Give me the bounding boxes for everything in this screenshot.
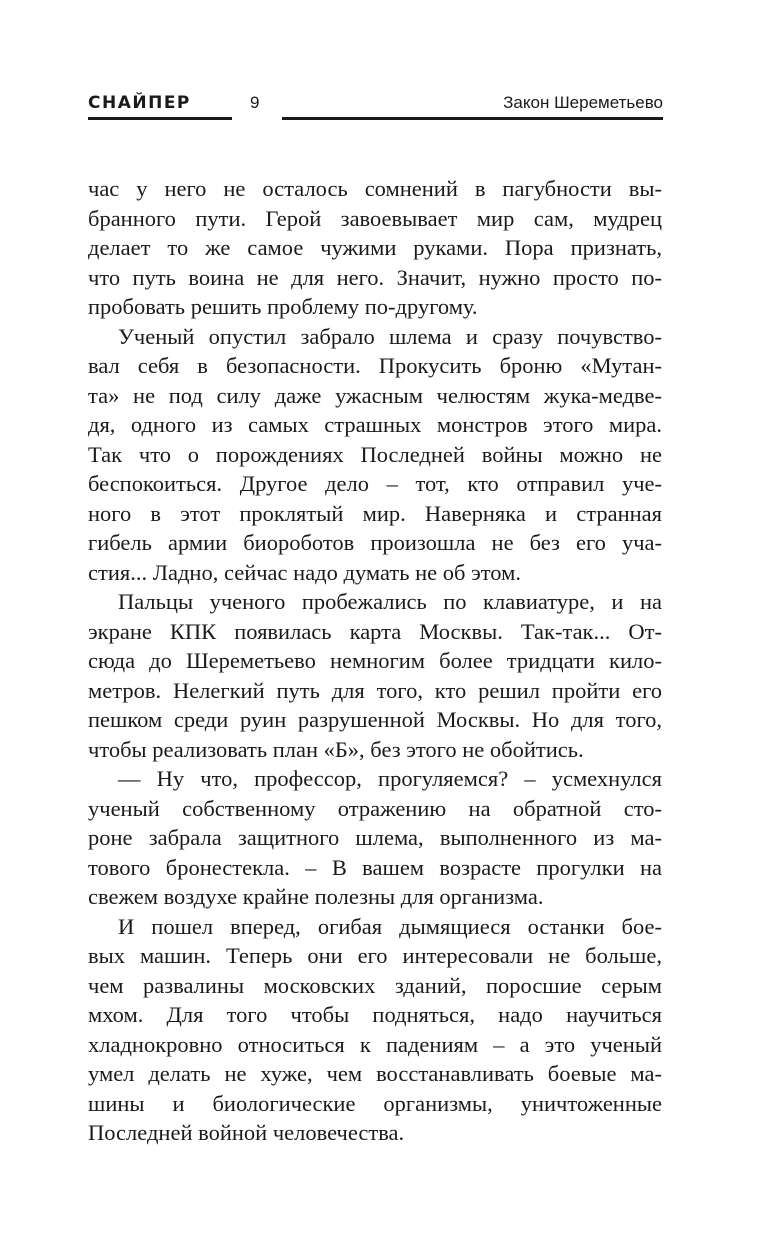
text-line: что путь воина не для него. Значит, нужно просто по- — [88, 264, 662, 290]
text-line: Так что о порождениях Последней войны можно не — [88, 441, 662, 467]
text-line: бранного пути. Герой завоевывает мир сам, мудрец — [88, 205, 662, 231]
text-line: шины и биологические организмы, уничтоженные — [88, 1090, 662, 1116]
text-line: метров. Нелегкий путь для того, кто решил пройти его — [88, 677, 662, 703]
series-name: СНАЙПЕР — [88, 93, 191, 113]
page-body — [88, 174, 662, 1148]
text-line: мхом. Для того чтобы подняться, надо научиться — [88, 1002, 662, 1027]
text-line: гибель армии биороботов произошла не без его уча- — [88, 530, 662, 555]
text-line: час у него не осталось сомнений в пагубности вы- — [88, 176, 662, 201]
text-line: чтобы реализовать план «Б», без этого не обойтись. — [88, 736, 584, 762]
text-line: И пошел вперед, огибая дымящиеся останки бое- — [118, 913, 662, 939]
text-line: — Ну что, профессор, прогуляемся? – усмехнулся — [118, 766, 662, 791]
text-line: роне забрала защитного шлема, выполненного из ма- — [88, 825, 662, 850]
book-title: Закон Шереметьево — [503, 93, 663, 112]
text-line: дя, одного из самых страшных монстров этого мира. — [88, 412, 662, 437]
text-line: вал себя в безопасности. Прокусить броню «Мутан- — [88, 353, 662, 378]
text-line: Пальцы ученого пробежались по клавиатуре, и на — [118, 589, 662, 614]
running-header — [88, 92, 663, 122]
text-line: умел делать не хуже, чем восстанавливать боевые ма- — [88, 1061, 662, 1086]
text-line: ного в этот проклятый мир. Наверняка и странная — [88, 500, 662, 526]
text-line: экране КПК появилась карта Москвы. Так-так... От- — [88, 618, 662, 644]
page-number: 9 — [250, 93, 260, 112]
text-line: та» не под силу даже ужасным челюстям жука-медве- — [88, 382, 662, 408]
text-line: вых машин. Теперь они его интересовали не больше, — [88, 943, 662, 968]
text-line: стия... Ладно, сейчас надо думать не об этом. — [88, 559, 521, 585]
text-line: чем развалины московских зданий, поросшие серым — [88, 972, 662, 998]
text-line: делает то же самое чужими руками. Пора признать, — [88, 235, 662, 260]
text-line: пробовать решить проблему по-другому. — [88, 294, 478, 319]
text-line: ученый собственному отражению на обратной сто- — [88, 795, 662, 821]
text-line: сюда до Шереметьево немногим более тридцати кило- — [88, 648, 662, 673]
text-line: пешком среди руин разрушенной Москвы. Но для того, — [88, 707, 662, 732]
text-line: хладнокровно относиться к падениям – а это ученый — [88, 1031, 662, 1057]
text-line: Ученый опустил забрало шлема и сразу почувство- — [118, 323, 662, 349]
text-line: Последней войной человечества. — [88, 1120, 405, 1145]
text-line: тового бронестекла. – В вашем возрасте прогулки на — [88, 854, 662, 880]
header-rule-right — [282, 117, 663, 120]
header-rule-left — [88, 117, 232, 120]
text-line: свежем воздухе крайне полезны для организма. — [88, 884, 544, 909]
text-line: беспокоиться. Другое дело – тот, кто отправил уче- — [88, 471, 662, 496]
